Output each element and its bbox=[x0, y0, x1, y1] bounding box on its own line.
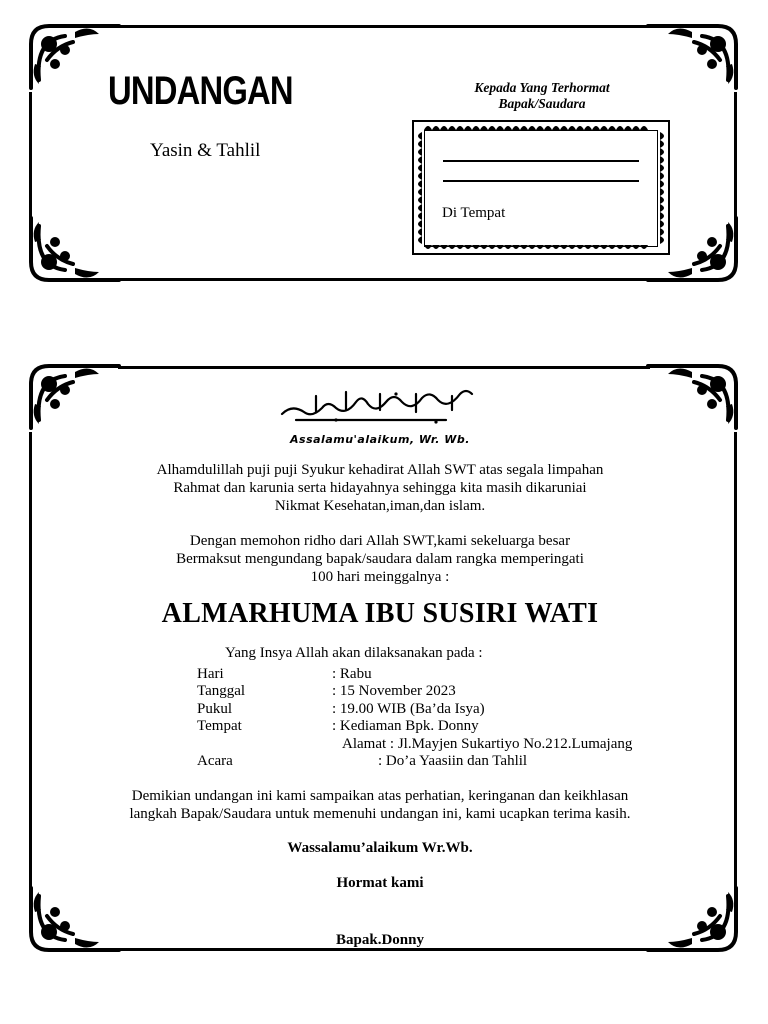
detail-tanggal-value: : 15 November 2023 bbox=[332, 683, 456, 699]
cover-border-left bbox=[29, 92, 32, 232]
address-line-1 bbox=[443, 160, 639, 162]
closing-line: Demikian undangan ini kami sampaikan atas perhatian, keringanan dan keikhlasan bbox=[131, 788, 629, 804]
letter-border-top bbox=[118, 366, 650, 369]
detail-pukul-value: : 19.00 WIB (Ba’da Isya) bbox=[332, 701, 485, 717]
detail-tempat-value: : Kediaman Bpk. Donny bbox=[332, 718, 479, 734]
letter-border-right bbox=[734, 432, 737, 892]
ornament-corner-icon bbox=[646, 360, 742, 430]
detail-hari-label: Hari bbox=[197, 666, 224, 682]
closing-line: langkah Bapak/Saudara untuk memenuhi undangan ini, kami ucapkan terima kasih. bbox=[129, 806, 631, 822]
di-tempat-label: Di Tempat bbox=[442, 205, 506, 221]
recipient-heading-line2: Bapak/Saudara bbox=[498, 96, 586, 111]
opening-paragraph bbox=[80, 461, 680, 515]
intent-line: 100 hari meinggalnya : bbox=[310, 569, 450, 585]
detail-tanggal-label: Tanggal bbox=[197, 683, 246, 699]
wassalam: Wassalamu’alaikum Wr.Wb. bbox=[287, 840, 473, 856]
basmalah-calligraphy-icon bbox=[276, 386, 482, 426]
recipient-heading-line1: Kepada Yang Terhormat bbox=[474, 80, 610, 95]
deceased-name: ALMARHUMA IBU SUSIRI WATI bbox=[161, 598, 599, 629]
signature-name: Bapak.Donny bbox=[336, 932, 424, 948]
hormat-kami: Hormat kami bbox=[336, 875, 424, 891]
cover-border-bottom bbox=[118, 278, 650, 281]
salam-greeting: Assalamu'alaikum, Wr. Wb. bbox=[290, 433, 470, 446]
intent-line: Dengan memohon ridho dari Allah SWT,kami sekeluarga besar bbox=[189, 533, 571, 549]
detail-tempat-label: Tempat bbox=[197, 718, 242, 734]
intent-paragraph bbox=[80, 532, 680, 586]
cover-border-top bbox=[118, 25, 650, 28]
detail-acara-label: Acara bbox=[197, 753, 233, 769]
detail-acara-value: : Do’a Yaasiin dan Tahlil bbox=[378, 753, 528, 769]
recipient-heading bbox=[432, 80, 652, 112]
detail-alamat: Alamat : Jl.Mayjen Sukartiyo No.212.Lumajang bbox=[342, 736, 633, 752]
opening-line: Alhamdulillah puji puji Syukur kehadirat Allah SWT atas segala limpahan bbox=[156, 462, 604, 478]
cover-title: UNDANGAN bbox=[108, 69, 293, 113]
ornament-corner-icon bbox=[646, 20, 742, 90]
detail-pukul-label: Pukul bbox=[197, 701, 233, 717]
opening-line: Rahmat dan karunia serta hidayahnya sehingga kita masih dikaruniai bbox=[173, 480, 587, 496]
letter-border-left bbox=[29, 432, 32, 892]
ornament-corner-icon bbox=[25, 886, 121, 956]
ornament-corner-icon bbox=[25, 20, 121, 90]
closing-paragraph bbox=[40, 787, 720, 823]
schedule-intro: Yang Insya Allah akan dilaksanakan pada : bbox=[225, 645, 483, 661]
address-inner-frame bbox=[424, 130, 658, 247]
ornament-corner-icon bbox=[25, 216, 121, 286]
ornament-corner-icon bbox=[646, 886, 742, 956]
cover-subtitle: Yasin & Tahlil bbox=[150, 140, 261, 161]
address-line-2 bbox=[443, 180, 639, 182]
detail-hari-value: : Rabu bbox=[332, 666, 372, 682]
cover-border-right bbox=[734, 92, 737, 232]
ornament-corner-icon bbox=[25, 360, 121, 430]
opening-line: Nikmat Kesehatan,iman,dan islam. bbox=[274, 498, 486, 514]
intent-line: Bermaksut mengundang bapak/saudara dalam rangka memperingati bbox=[176, 551, 584, 567]
